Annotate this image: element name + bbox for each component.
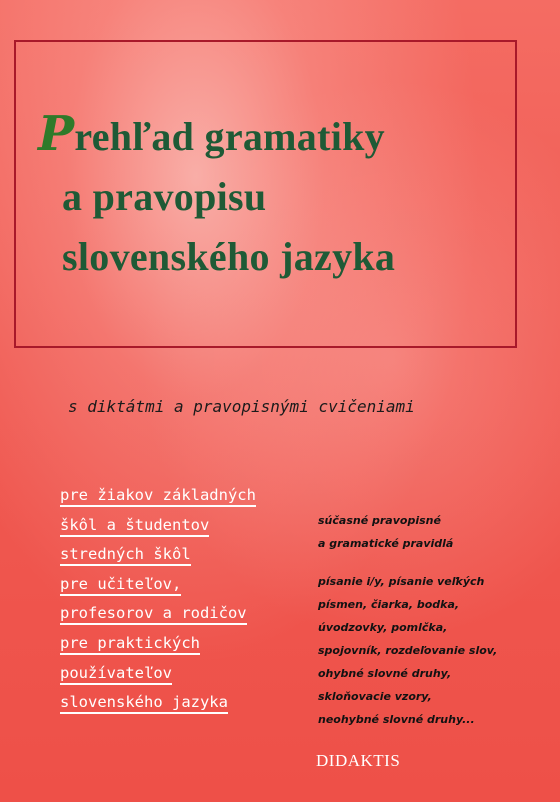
audience-item: [60, 514, 256, 544]
audience-list: [60, 484, 256, 721]
feature-item: skloňovacie vzory,: [318, 690, 432, 703]
audience-item-text: pre učiteľov,: [60, 575, 181, 596]
feature-item: písmen, čiarka, bodka,: [318, 598, 460, 611]
audience-item-text: slovenského jazyka: [60, 693, 228, 714]
feature-item: a gramatické pravidlá: [318, 537, 454, 550]
audience-item-text: používateľov: [60, 664, 172, 685]
audience-item: [60, 602, 256, 632]
audience-item-text: škôl a študentov: [60, 516, 209, 537]
feature-item: úvodzovky, pomlčka,: [318, 621, 448, 634]
book-title: [38, 104, 395, 287]
audience-item: [60, 691, 256, 721]
book-subtitle: s diktátmi a pravopisnými cvičeniami: [68, 397, 415, 416]
title-initial: P: [38, 106, 75, 162]
audience-item-text: profesorov a rodičov: [60, 604, 247, 625]
feature-item: ohybné slovné druhy,: [318, 667, 452, 680]
audience-item: [60, 573, 256, 603]
audience-item: [60, 543, 256, 573]
features-list: [318, 512, 548, 734]
audience-item: [60, 632, 256, 662]
feature-item: spojovník, rozdeľovanie slov,: [318, 644, 498, 657]
feature-item: písanie i/y, písanie veľkých: [318, 575, 485, 588]
audience-item-text: stredných škôl: [60, 545, 191, 566]
audience-item-text: pre žiakov základných: [60, 486, 256, 507]
audience-item: [60, 484, 256, 514]
publisher-name: DIDAKTIS: [316, 751, 401, 770]
audience-item: [60, 662, 256, 692]
feature-item: súčasné pravopisné: [318, 514, 441, 527]
title-line-3: slovenského jazyka: [62, 234, 396, 279]
audience-item-text: pre praktických: [60, 634, 200, 655]
title-line-2: a pravopisu: [62, 174, 267, 219]
title-line-1-rest: rehľad gramatiky: [74, 114, 385, 159]
title-line-1: [38, 104, 395, 167]
feature-item: neohybné slovné druhy...: [318, 713, 475, 726]
